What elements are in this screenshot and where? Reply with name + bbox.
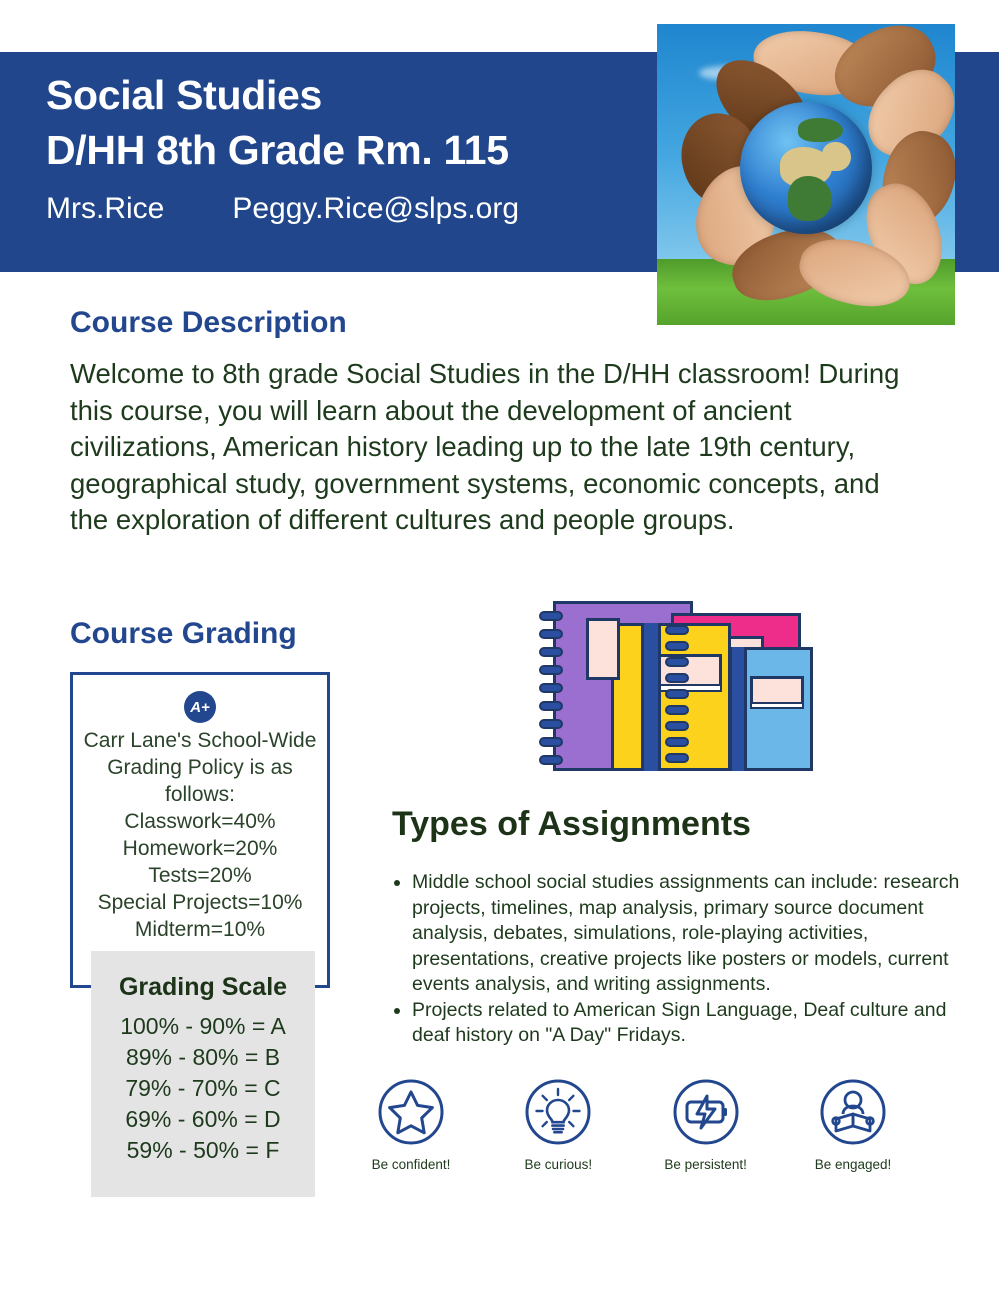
course-description-heading: Course Description <box>70 306 347 339</box>
globe-graphic <box>740 102 872 234</box>
teacher-email: Peggy.Rice@slps.org <box>232 192 520 225</box>
header-text-block <box>46 68 646 226</box>
grading-scale-panel <box>91 951 315 1197</box>
grading-scale-row: 79% - 70% = C <box>125 1075 281 1101</box>
assignments-list <box>392 870 987 1049</box>
trait-caption: Be engaged! <box>814 1157 892 1172</box>
traits-icon-row <box>352 1078 912 1173</box>
policy-item: Tests=20% <box>148 864 252 887</box>
grading-scale-row: 89% - 80% = B <box>125 1044 281 1070</box>
types-of-assignments-heading: Types of Assignments <box>392 805 751 843</box>
trait-be-curious <box>499 1078 617 1173</box>
course-grading-heading: Course Grading <box>70 617 297 650</box>
lightbulb-icon <box>524 1078 592 1146</box>
hands-around-globe-photo <box>657 24 955 325</box>
teacher-name: Mrs.Rice <box>46 192 165 225</box>
grading-scale-row: 59% - 50% = F <box>126 1137 280 1163</box>
policy-item: Midterm=10% <box>134 918 266 941</box>
trait-caption: Be persistent! <box>664 1157 747 1172</box>
policy-item: Classwork=40% <box>124 810 276 833</box>
grading-scale-row: 69% - 60% = D <box>125 1106 281 1132</box>
grading-policy-box <box>70 672 330 988</box>
trait-be-confident <box>352 1078 470 1173</box>
grading-scale-rows <box>91 1011 315 1166</box>
notebooks-illustration <box>533 595 813 780</box>
person-reading-icon <box>819 1078 887 1146</box>
trait-caption: Be confident! <box>371 1157 451 1172</box>
trait-be-persistent <box>647 1078 765 1173</box>
course-title-line-1: Social Studies <box>46 72 323 118</box>
contact-row <box>46 192 646 226</box>
grading-scale-row: 100% - 90% = A <box>120 1013 286 1039</box>
grading-policy-intro: Carr Lane's School-Wide Grading Policy is as follows: <box>83 729 317 806</box>
policy-item: Special Projects=10% <box>97 891 303 914</box>
policy-item: Homework=20% <box>122 837 278 860</box>
assignment-item: • Projects related to American Sign Language, Deaf culture and deaf history on "A Day" Fridays. <box>412 998 987 1049</box>
grading-policy-items <box>73 808 327 943</box>
trait-caption: Be curious! <box>524 1157 593 1172</box>
trait-be-engaged <box>794 1078 912 1173</box>
course-title-line-2: D/HH 8th Grade Rm. 115 <box>46 127 509 173</box>
grading-scale-title: Grading Scale <box>118 973 288 1001</box>
assignment-item: • Middle school social studies assignments can include: research projects, timelines, map analysis, primary source document analysis, debates, simulations, role-playing activities, presentations, creative projects like posters or models, current events analysis, and writing assignments. <box>412 870 987 998</box>
battery-bolt-icon <box>672 1078 740 1146</box>
course-description-body: Welcome to 8th grade Social Studies in the D/HH classroom! During this course, you will learn about the development of ancient civilizations, American history leading up to the late 19th century, geographical study, government systems, economic concepts, and the exploration of different cultures and people groups. <box>70 358 900 535</box>
star-icon <box>377 1078 445 1146</box>
a-plus-badge-icon: A+ <box>184 691 216 723</box>
